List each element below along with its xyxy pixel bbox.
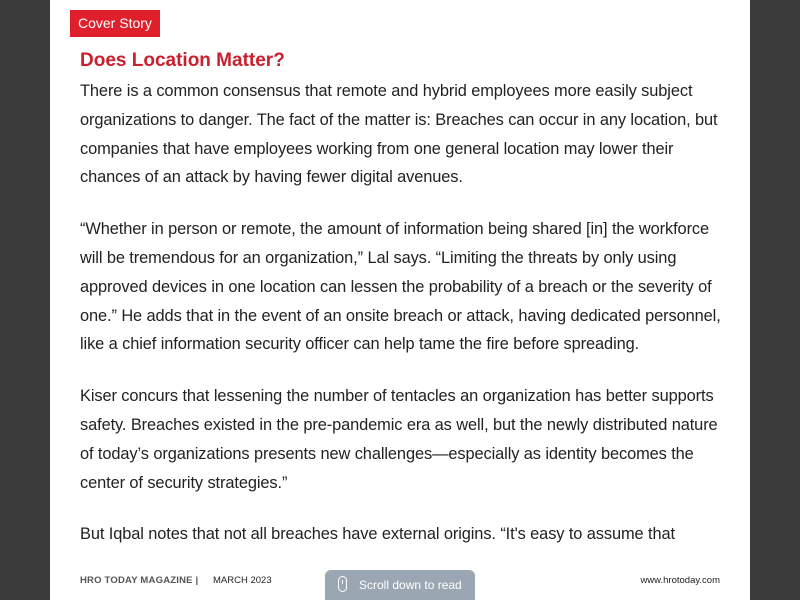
article-paragraph: Kiser concurs that lessening the number of tentacles an organization has better supports safety. Breaches existed in the pre-pandemic era as well, but the newly distributed nature of today’s organizations presents new challenges—especially as identity becomes the center of security strategies.” xyxy=(80,387,718,492)
article-paragraph: But Iqbal notes that not all breaches have external origins. “It's easy to assume that xyxy=(80,525,675,544)
footer-website: www.hrotoday.com xyxy=(640,575,720,586)
article-paragraph: “Whether in person or remote, the amount of information being shared [in] the workforce will be tremendous for an organization,” Lal says. “Limiting the threats by only using approved devices in one location can lessen the probability of a breach or the severity of one.” He adds that in the event of an onsite breach or attack, having dedicated personnel, like a chief information security officer can help tame the fire before spreading. xyxy=(80,220,721,354)
article-headline: Does Location Matter? xyxy=(80,50,285,71)
magazine-page xyxy=(50,0,750,600)
section-tag: Cover Story xyxy=(70,10,160,37)
article-body xyxy=(80,77,725,560)
mouse-icon xyxy=(338,576,347,592)
scroll-hint-label: Scroll down to read xyxy=(359,578,462,592)
footer-magazine-name: HRO TODAY MAGAZINE | xyxy=(80,575,199,586)
scroll-down-button[interactable] xyxy=(325,570,475,600)
article-paragraph: There is a common consensus that remote and hybrid employees more easily subject organizations to danger. The fact of the matter is: Breaches can occur in any location, but companies that have employees working from one general location may lower their chances of an attack by having fewer digital avenues. xyxy=(80,82,718,187)
footer-issue-date: MARCH 2023 xyxy=(213,575,272,586)
